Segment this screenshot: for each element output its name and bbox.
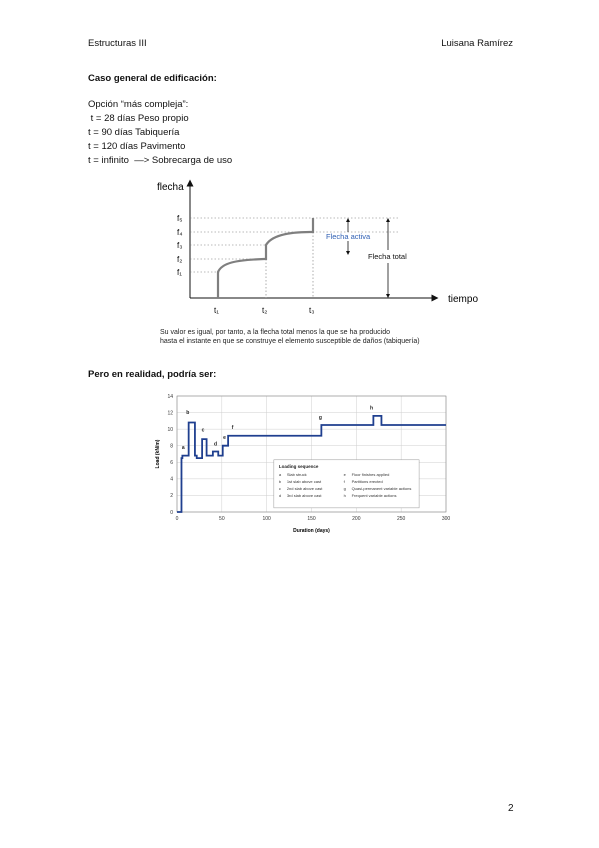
- option-line: Opción “más compleja”:: [88, 99, 189, 110]
- point-label: f: [231, 425, 234, 432]
- legend-entry: h: [343, 492, 346, 498]
- x-tick-label: 0: [175, 516, 179, 522]
- x-tick-label: 100: [262, 516, 271, 522]
- legend-entry: a: [278, 471, 282, 477]
- y-tick-label: 0: [170, 509, 173, 516]
- tick-f3: f₃: [177, 241, 183, 250]
- tick-f4: f₄: [177, 228, 183, 237]
- legend-entry: 2nd slab above cast: [286, 485, 323, 491]
- active-deflection-label: Flecha activa: [326, 232, 371, 241]
- y-tick-label: 12: [167, 410, 173, 417]
- x-tick-label: 250: [396, 516, 406, 522]
- load-history-chart: [150, 388, 455, 543]
- text-line-2: t = 90 días Tabiquería: [88, 127, 180, 138]
- caption-line-1: Su valor es igual, por tanto, a la flecha total menos la que se ha producido: [160, 329, 390, 336]
- tick-f1: f₁: [177, 268, 182, 277]
- header-left: Estructuras III: [88, 38, 147, 49]
- x-axis-label: Duration (days): [293, 528, 330, 534]
- point-label: g: [318, 415, 322, 422]
- text-line-4: t = infinito —> Sobrecarga de uso: [88, 155, 233, 166]
- legend-entry: Partitions erected: [351, 478, 383, 484]
- x-tick-label: 50: [219, 516, 225, 522]
- tick-t3: t₃: [309, 306, 315, 315]
- legend-entry: e: [343, 471, 346, 477]
- x-tick-label: 200: [352, 516, 361, 522]
- legend-entry: Quasi-permanent variable actions: [351, 485, 412, 491]
- total-deflection-label: Flecha total: [368, 252, 407, 261]
- tick-f2: f₂: [177, 255, 183, 264]
- legend-entry: 1st slab above cast: [286, 478, 322, 484]
- point-label: c: [201, 427, 205, 434]
- caption-line-2: hasta el instante en que se construye el elemento susceptible de daños (tabiquería): [160, 338, 420, 345]
- y-axis-label: Load (kN/m): [155, 439, 161, 469]
- x-tick-label: 300: [441, 516, 451, 522]
- point-label: e: [223, 435, 226, 442]
- x-tick-label: 150: [307, 516, 316, 522]
- section-title: Caso general de edificación:: [88, 73, 217, 84]
- legend-entry: c: [278, 485, 281, 491]
- legend-entry: f: [343, 478, 345, 484]
- legend-title: Loading sequence: [278, 463, 319, 469]
- text-line-3: t = 120 días Pavimento: [88, 141, 186, 152]
- y-tick-label: 2: [170, 493, 173, 500]
- x-axis-label: tiempo: [448, 294, 479, 305]
- section2-title: Pero en realidad, podría ser:: [88, 369, 217, 380]
- tick-t2: t₂: [262, 306, 268, 315]
- deflection-diagram: [150, 175, 490, 355]
- tick-f5: f₅: [177, 214, 183, 223]
- deflection-curve: [218, 218, 313, 298]
- y-axis-label: flecha: [157, 182, 184, 193]
- legend-entry: g: [343, 485, 346, 491]
- point-label: h: [370, 405, 374, 412]
- text-line-1: t = 28 días Peso propio: [88, 113, 189, 124]
- page-number: 2: [508, 803, 514, 814]
- header-right: Luisana Ramírez: [441, 38, 513, 49]
- point-label: a: [181, 445, 185, 452]
- y-tick-label: 6: [170, 460, 173, 467]
- y-tick-label: 8: [170, 443, 173, 450]
- y-tick-label: 10: [167, 426, 173, 433]
- legend-entry: Slab struck: [286, 471, 307, 477]
- legend-entry: b: [278, 478, 282, 484]
- legend-entry: 3rd slab above cast: [286, 492, 322, 498]
- y-tick-label: 4: [170, 476, 173, 483]
- legend-entry: Frequent variable actions: [351, 492, 397, 498]
- tick-t1: t₁: [214, 306, 219, 315]
- legend-entry: d: [278, 492, 282, 498]
- legend-entry: Floor finishes applied: [351, 471, 390, 477]
- y-tick-label: 14: [167, 393, 173, 400]
- point-label: d: [214, 441, 218, 448]
- point-label: b: [186, 410, 190, 417]
